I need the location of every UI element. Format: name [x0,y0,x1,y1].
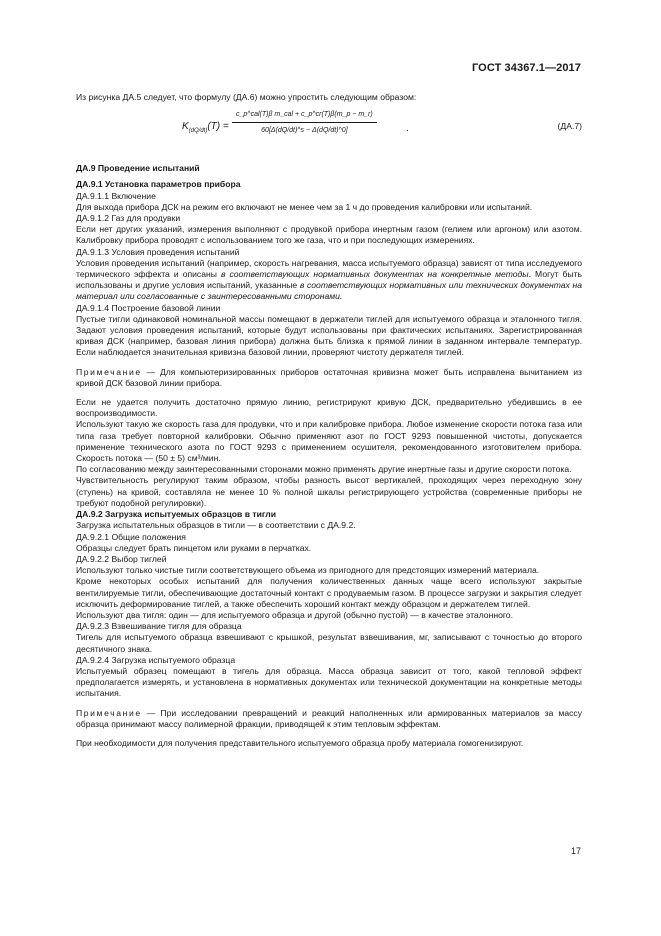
formula-lhs-symbol: K [182,121,189,133]
paragraph-p9: Загрузка испытательных образцов в тигли — в соответствии с ДА.9.2. [76,520,356,531]
paragraph-p1: Для выхода прибора ДСК на режим его включают не менее чем за 1 ч до проведения калибровки или испытаний. [76,201,533,212]
paragraph-p12: Кроме некоторых особых испытаний для получения количественных данных чаще всего используют закрытые вентилируемые тигли, обеспечивающие достаточный контакт с продуваемым газом. В процессе загрузки и закрытия следует исключить деформирование тиглей, а также обеспечить хороший контакт между образцом и держателем тиглей. [76,576,582,609]
note-1-label: Примечание [76,366,142,377]
paragraph-p3 [76,258,582,303]
formula-lhs-argument: (T) = [207,121,229,133]
page-content [76,92,582,749]
heading-da91: ДА.9.1 Установка параметров прибора [76,179,241,190]
heading-da922: ДА.9.2.2 Выбор тиглей [76,553,167,564]
standard-header: ГОСТ 34367.1—2017 [471,62,581,74]
heading-da913: ДА.9.1.3 Условия проведения испытаний [76,246,240,257]
note-1 [76,367,582,389]
formula-lhs [182,121,229,137]
p3-part-b: в соответствующих нормативных документах на конкретные методы [220,269,529,280]
heading-da92: ДА.9.2 Загрузка испытуемых образцов в тигли [76,509,276,520]
note-2-label: Примечание [76,707,142,718]
heading-da914: ДА.9.1.4 Построение базовой линии [76,302,221,313]
note-2 [76,708,582,730]
note-2-text: — При исследовании превращений и реакций наполненных или армированных материалов за массу образца принимают массу полимерной фракции, приводящей к этим тепловым эффектам. [76,707,582,729]
heading-da924: ДА.9.2.4 Загрузка испытуемого образца [76,654,236,665]
paragraph-p8: Чувствительность регулируют таким образом, чтобы разность высот вертикалей, проходящих через переходную зону (ступень) на кривой, составляла не менее 10 % полной шкалы регистрирующего устройства (современные приборы не требуют подобной регулировки). [76,475,582,508]
p3-part-d: в соответствующих нормативных или технических документах на материал или согласованные с заинтересованными сторонами. [76,280,583,302]
paragraph-p4: Пустые тигли одинаковой номинальной массы помещают в держатели тиглей для испытуемого образца и эталонного тигля. Задают условия проведения испытаний, которые будут использованы при фактических испытаниях. Зарегистрированная кривая ДСК (например, базовая линия прибора) должна быть близка к прямой линии в заданном интервале температур. Если наблюдается значительная кривизна базовой линии, проверяют чистоту держателя тиглей. [76,313,582,358]
p3-part-a: Условия проведения испытаний (например, скорость нагревания, масса испытуемого образца) зависят от типа исследуемого термического эффекта и описаны [76,257,582,280]
heading-da921: ДА.9.2.1 Общие положения [76,531,186,542]
note-1-text: — Для компьютеризированных приборов остаточная кривизна может быть исправлена вычитанием из кривой ДСК базовой линии прибора. [76,366,582,388]
formula-numerator: c_p^cal(T)β m_cal + c_p^cr(T)β(m_p − m_r) [232,109,377,123]
paragraph-p14: Тигель для испытуемого образца взвешивают с крышкой, результат взвешивания, мг, записывают с точностью до второго десятичного знака. [76,632,582,654]
formula-da7 [76,109,582,155]
paragraph-p10: Образцы следует брать пинцетом или руками в перчатках. [76,542,312,553]
formula-fraction [232,109,377,136]
p3-part-c: . Могут быть использованы и другие условия испытаний, указанные [76,269,583,291]
heading-da912: ДА.9.1.2 Газ для продувки [76,213,181,224]
paragraph-p16: При необходимости для получения представительного испытуемого образца пробу материала гомогенизируют. [76,737,524,748]
paragraph-p15: Испытуемый образец помещают в тигель для образца. Масса образца зависит от того, какой тепловой эффект предполагается измерять, и установлена в нормативных документах или технической документации на конкретные методы испытания. [76,665,582,699]
formula-denominator: 60[Δ(dQ/dt)^s − Δ(dQ/dt)^0] [261,127,348,135]
paragraph-p13: Используют два тигля: один — для испытуемого образца и другой (обычно пустой) — в качестве эталонного. [76,609,513,620]
paragraph-p2: Если нет других указаний, измерения выполняют с продувкой прибора инертным газом (гелием или аргоном) или азотом. Калибровку прибора проводят с использованием того же газа, что и при последующих измерениях. [76,224,582,246]
formula-number: (ДА.7) [557,121,582,132]
paragraph-p5: Если не удается получить достаточно прямую линию, регистрируют кривую ДСК, предварительно убедившись в ее воспроизводимости. [76,397,582,419]
paragraph-p6: Используют такую же скорость газа для продувки, что и при калибровке прибора. Любое изменение скорости потока газа или типа газа требует повторной калибровки. Обычно применяют азот по ГОСТ 9293 повышенной чистоты, допускается применение технического азота по ГОСТ 9293 с применением осушителя, рекомендованного изготовителем прибора. Скорость потока — (50 ± 5) см³/мин. [76,419,582,464]
formula-lhs-subscript: (dQ/dt) [188,128,208,135]
page-number: 17 [570,846,581,856]
heading-da9: ДА.9 Проведение испытаний [76,163,200,174]
paragraph-p11: Используют только чистые тигли соответствующего объема из пригодного для предстоящих измерений материала. [76,565,540,576]
formula-period: . [406,123,409,135]
intro-paragraph: Из рисунка ДА.5 следует, что формулу (ДА.6) можно упростить следующим образом: [76,92,417,102]
heading-da923: ДА.9.2.3 Взвешивание тигля для образца [76,621,242,632]
paragraph-p7: По согласованию между заинтересованными сторонами можно применять другие инертные газы и другие скорости потока. [76,464,572,475]
heading-da911: ДА.9.1.1 Включение [76,190,156,201]
